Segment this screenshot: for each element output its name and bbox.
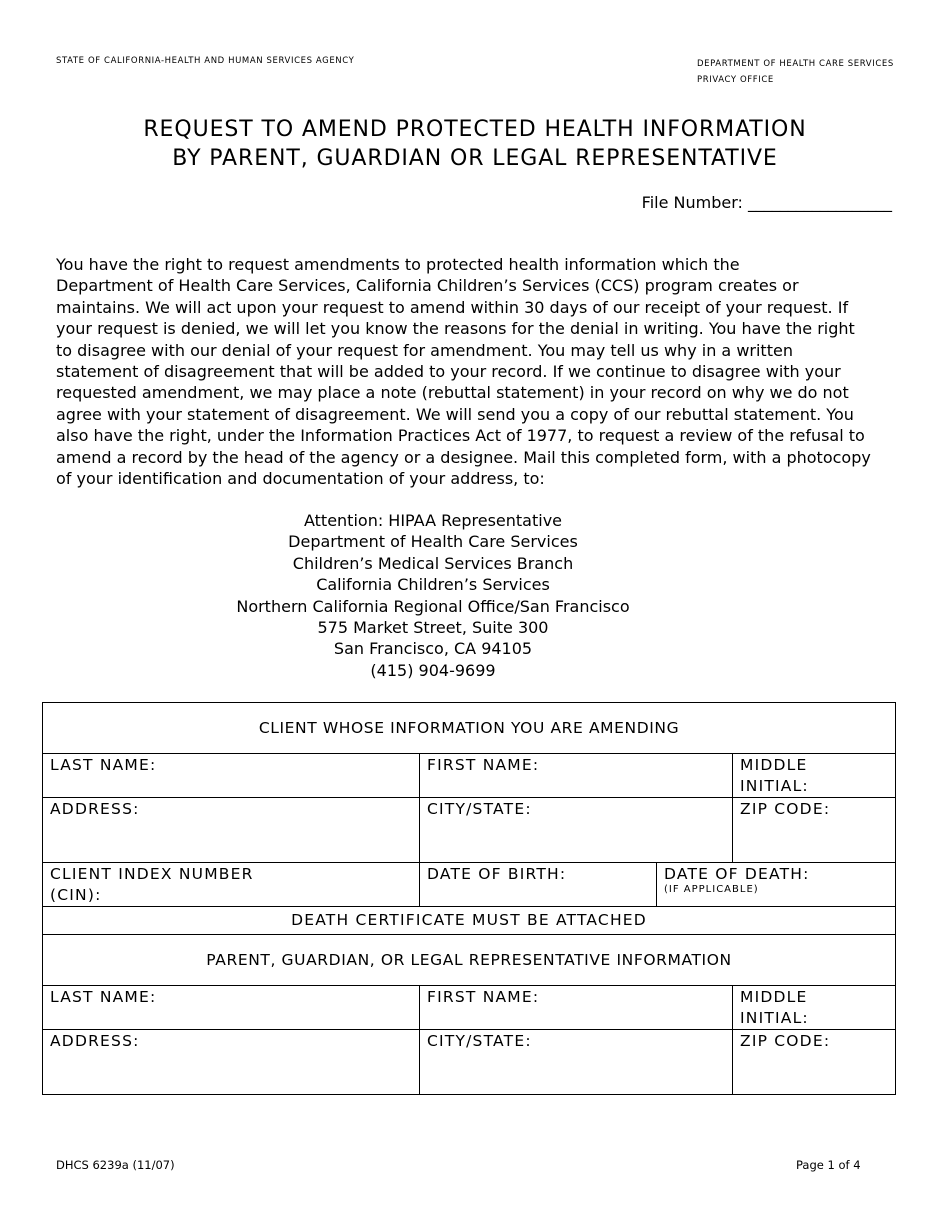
field-note: (IF APPLICABLE) bbox=[664, 884, 759, 895]
field-label: INITIAL: bbox=[740, 777, 809, 795]
intro-line: also have the right, under the Information Practices Act of 1977, to request a review of the refusal to bbox=[56, 426, 865, 446]
office-name: PRIVACY OFFICE bbox=[697, 75, 774, 85]
file-number-field[interactable]: File Number: __________________ bbox=[641, 193, 892, 212]
intro-line: your request is denied, we will let you know the reasons for the denial in writing. You have the right bbox=[56, 319, 855, 339]
field-label: DATE OF DEATH: bbox=[664, 865, 810, 883]
client-section-heading: CLIENT WHOSE INFORMATION YOU ARE AMENDING bbox=[43, 703, 896, 754]
intro-line: agree with your statement of disagreement. We will send you a copy of our rebuttal statement. You bbox=[56, 404, 854, 424]
field-label: FIRST NAME: bbox=[427, 756, 540, 774]
field-label: ADDRESS: bbox=[50, 1032, 140, 1050]
address-line: San Francisco, CA 94105 bbox=[333, 639, 533, 659]
address-line: California Children’s Services bbox=[316, 575, 550, 595]
intro-line: statement of disagreement that will be added to your record. If we continue to disagree with your bbox=[56, 362, 841, 382]
field-label: (CIN): bbox=[50, 886, 102, 904]
intro-line: maintains. We will act upon your request to amend within 30 days of our receipt of your request. If bbox=[56, 297, 849, 317]
rep-middle-initial-field[interactable] bbox=[733, 986, 896, 1030]
rep-last-name-field[interactable] bbox=[43, 986, 420, 1030]
client-city-state-field[interactable] bbox=[420, 798, 733, 863]
rep-address-field[interactable] bbox=[43, 1030, 420, 1095]
client-zip-code-field[interactable] bbox=[733, 798, 896, 863]
form-title-line-1: REQUEST TO AMEND PROTECTED HEALTH INFORMATION bbox=[143, 117, 807, 142]
form-id: DHCS 6239a (11/07) bbox=[56, 1158, 175, 1172]
form-title-line-2: BY PARENT, GUARDIAN OR LEGAL REPRESENTATIVE bbox=[172, 146, 778, 171]
field-label: LAST NAME: bbox=[50, 756, 157, 774]
field-label: ADDRESS: bbox=[50, 800, 140, 818]
page-number: Page 1 of 4 bbox=[796, 1158, 861, 1172]
intro-line: requested amendment, we may place a note (rebuttal statement) in your record on why we do not bbox=[56, 383, 849, 403]
mailing-address bbox=[183, 510, 683, 681]
representative-section-heading: PARENT, GUARDIAN, OR LEGAL REPRESENTATIVE INFORMATION bbox=[43, 935, 896, 986]
department-header bbox=[697, 56, 894, 88]
address-line: Children’s Medical Services Branch bbox=[292, 553, 574, 573]
field-label: INITIAL: bbox=[740, 1009, 809, 1027]
intro-line: You have the right to request amendments to protected health information which the bbox=[56, 255, 740, 274]
address-line: 575 Market Street, Suite 300 bbox=[317, 618, 549, 638]
field-label: ZIP CODE: bbox=[740, 800, 831, 818]
intro-line: amend a record by the head of the agency or a designee. Mail this completed form, with a photocopy bbox=[56, 447, 871, 467]
information-form-table bbox=[42, 702, 896, 1095]
field-label: DATE OF BIRTH: bbox=[427, 865, 567, 883]
address-line: Attention: HIPAA Representative bbox=[303, 511, 562, 530]
death-certificate-notice: DEATH CERTIFICATE MUST BE ATTACHED bbox=[43, 907, 896, 935]
agency-header: STATE OF CALIFORNIA-HEALTH AND HUMAN SERVICES AGENCY bbox=[56, 56, 355, 66]
field-label: CITY/STATE: bbox=[427, 1032, 532, 1050]
intro-line: of your identification and documentation of your address, to: bbox=[56, 469, 545, 489]
field-label: CLIENT INDEX NUMBER bbox=[50, 865, 254, 883]
client-middle-initial-field[interactable] bbox=[733, 754, 896, 798]
department-name: DEPARTMENT OF HEALTH CARE SERVICES bbox=[697, 59, 894, 69]
field-label: ZIP CODE: bbox=[740, 1032, 831, 1050]
address-line: (415) 904-9699 bbox=[370, 660, 496, 680]
address-line: Department of Health Care Services bbox=[288, 532, 578, 552]
client-last-name-field[interactable] bbox=[43, 754, 420, 798]
rep-zip-code-field[interactable] bbox=[733, 1030, 896, 1095]
client-dob-field[interactable] bbox=[420, 863, 657, 907]
client-address-field[interactable] bbox=[43, 798, 420, 863]
intro-line: Department of Health Care Services, California Children’s Services (CCS) program creates or bbox=[56, 276, 799, 296]
address-line: Northern California Regional Office/San Francisco bbox=[236, 596, 630, 616]
field-label: LAST NAME: bbox=[50, 988, 157, 1006]
field-label: CITY/STATE: bbox=[427, 800, 532, 818]
intro-line: to disagree with our denial of your request for amendment. You may tell us why in a written bbox=[56, 340, 793, 360]
client-cin-field[interactable] bbox=[43, 863, 420, 907]
client-dod-field[interactable] bbox=[657, 863, 896, 907]
intro-paragraph bbox=[56, 254, 901, 489]
field-label: MIDDLE bbox=[740, 756, 808, 774]
field-label: MIDDLE bbox=[740, 988, 808, 1006]
field-label: FIRST NAME: bbox=[427, 988, 540, 1006]
rep-city-state-field[interactable] bbox=[420, 1030, 733, 1095]
rep-first-name-field[interactable] bbox=[420, 986, 733, 1030]
client-first-name-field[interactable] bbox=[420, 754, 733, 798]
